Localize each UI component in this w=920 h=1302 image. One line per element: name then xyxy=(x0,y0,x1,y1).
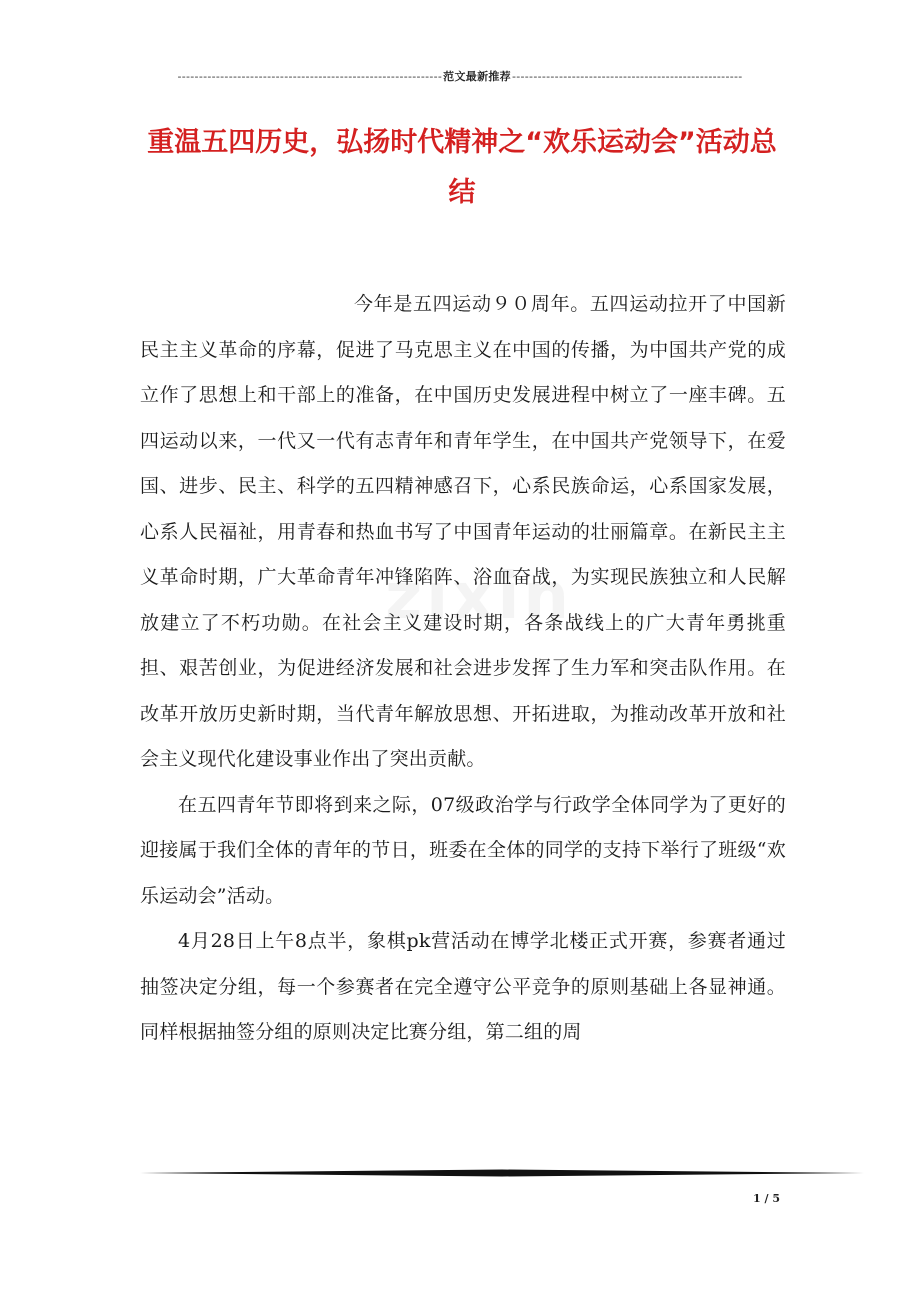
page-header xyxy=(140,68,780,86)
document-title: 重温五四历史，弘扬时代精神之“欢乐运动会”活动总结 xyxy=(147,127,777,208)
header-dashes-left: -------------------------------------------------------------- xyxy=(177,70,443,83)
document-body xyxy=(140,282,786,1056)
watermark: zixin xyxy=(385,560,573,634)
paragraph-2: 在五四青年节即将到来之际，07级政治学与行政学全体同学为了更好的迎接属于我们全体的青年的节日，班委在全体的同学的支持下举行了班级“欢乐运动会”活动。 xyxy=(140,793,786,907)
paragraph-3: 4月28日上午8点半，象棋pk营活动在博学北楼正式开赛，参赛者通过抽签决定分组，每一个参赛者在完全遵守公平竞争的原则基础上各显神通。同样根据抽签分组的原则决定比赛分组，第二组的周 xyxy=(140,930,786,1043)
paragraph-1: 今年是五四运动９０周年。五四运动拉开了中国新民主主义革命的序幕，促进了马克思主义在中国的传播，为中国共产党的成立作了思想上和干部上的准备，在中国历史发展进程中树立了一座丰碑。五四运动以来，一代又一代有志青年和青年学生，在中国共产党领导下，在爱国、进步、民主、科学的五四精神感召下，心系民族命运，心系国家发展，心系人民福祉，用青春和热血书写了中国青年运动的壮丽篇章。在新民主主义革命时期，广大革命青年冲锋陷阵、浴血奋战，为实现民族独立和人民解放建立了不朽功勋。在社会主义建设时期，各条战线上的广大青年勇挑重担、艰苦创业，为促进经济发展和社会进步发挥了生力军和突击队作用。在改革开放历史新时期，当代青年解放思想、开拓进取，为推动改革开放和社会主义现代化建设事业作出了突出贡献。 xyxy=(140,293,786,770)
page-number: 1 / 5 xyxy=(753,1192,780,1205)
header-label: 范文最新推荐 xyxy=(443,70,511,83)
footer-rule xyxy=(140,1168,864,1178)
header-dashes-right: ------------------------------------------------------ xyxy=(511,70,743,83)
